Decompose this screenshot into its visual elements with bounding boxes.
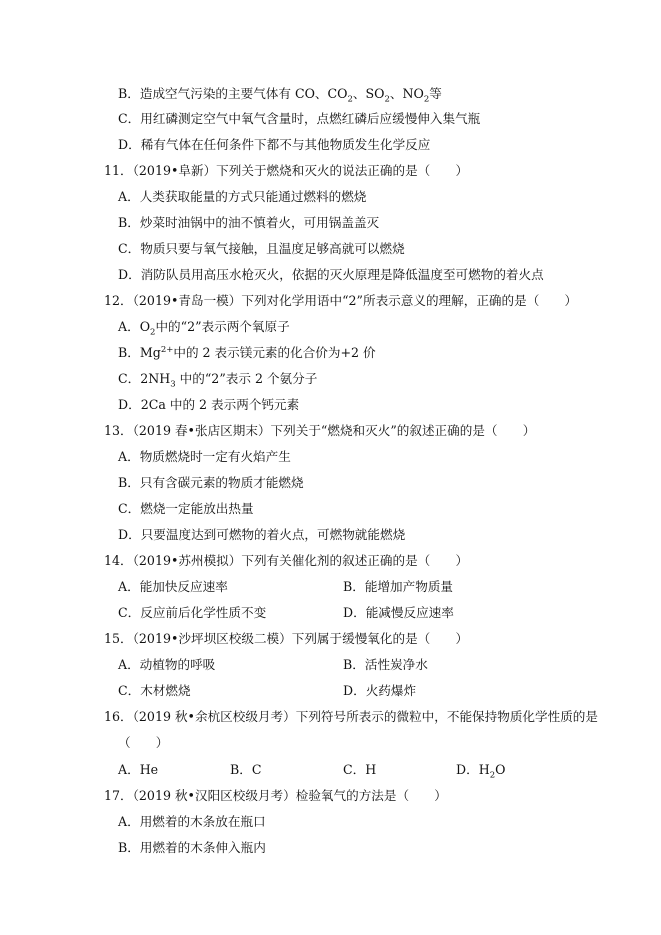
q14-option-c: C．反应前后化学性质不变 [118, 605, 267, 620]
q15-stem: 15．（2019•沙坪坝区校级二模）下列属于缓慢氧化的是（ ） [104, 631, 469, 646]
q13-option-c: C．燃烧一定能放出热量 [118, 501, 254, 516]
q13-option-b: B．只有含碳元素的物质才能燃烧 [118, 475, 304, 490]
q15-option-a: A．动植物的呼吸 [118, 657, 216, 672]
q17-stem: 17．（2019 秋•汉阳区校级月考）检验氧气的方法是（ ） [104, 788, 447, 803]
q11-option-d: D．消防队员用高压水枪灭火，依据的灭火原理是降低温度至可燃物的着火点 [118, 267, 544, 282]
q15-option-c: C．木材燃烧 [118, 683, 191, 698]
q12-stem: 12．（2019•青岛一模）下列对化学用语中“2”所表示意义的理解，正确的是（ ） [104, 293, 578, 308]
q11-option-a: A．人类获取能量的方式只能通过燃料的燃烧 [118, 189, 367, 204]
q12-option-d: D．2Ca 中的 2 表示两个钙元素 [118, 397, 300, 412]
q12-option-c: C．$2NH_3$ 中的“2”表示 2 个氨分子 [118, 371, 318, 390]
q14-stem: 14．（2019•苏州模拟）下列有关催化剂的叙述正确的是（ ） [104, 553, 469, 568]
q13-stem: 13．（2019 春•张店区期末）下列关于“燃烧和灭火”的叙述正确的是（ ） [104, 423, 536, 438]
q16-stem: 16．（2019 秋•余杭区校级月考）下列符号所表示的微粒中，不能保持物质化学性质的是 [104, 709, 598, 724]
q12-option-b: B．$Mg^{2+}$中的 2 表示镁元素的化合价为+2 价 [118, 344, 376, 360]
q16-stem-bracket: （ ） [118, 735, 169, 750]
q13-option-a: A．物质燃烧时一定有火焰产生 [118, 449, 291, 464]
q17-option-a: A．用燃着的木条放在瓶口 [118, 814, 266, 829]
q16-option-a: A．He [118, 762, 159, 777]
q10-option-b: B．造成空气污染的主要气体有 CO、$CO_2$、$SO_2$、$NO_2$等 [118, 86, 442, 105]
q12-option-a: A．$O_2$中的“2”表示两个氧原子 [118, 319, 290, 338]
q10-option-d: D．稀有气体在任何条件下都不与其他物质发生化学反应 [118, 137, 431, 152]
q11-option-b: B．炒菜时油锅中的油不慎着火，可用锅盖盖灭 [118, 215, 380, 230]
q10-option-c: C．用红磷测定空气中氧气含量时，点燃红磷后应缓慢伸入集气瓶 [118, 111, 481, 126]
q13-option-d: D．只要温度达到可燃物的着火点，可燃物就能燃烧 [118, 527, 406, 542]
q17-option-b: B．用燃着的木条伸入瓶内 [118, 840, 266, 855]
q16-option-c: C．H [343, 762, 377, 777]
q15-option-d: D．火药爆炸 [343, 683, 417, 698]
q11-stem: 11．（2019•阜新）下列关于燃烧和灭火的说法正确的是（ ） [104, 163, 469, 178]
q14-option-a: A．能加快反应速率 [118, 579, 228, 594]
q11-option-c: C．物质只要与氧气接触，且温度足够高就可以燃烧 [118, 241, 405, 256]
q16-option-b: B．C [230, 762, 262, 777]
q15-option-b: B．活性炭净水 [343, 657, 428, 672]
q14-option-b: B．能增加产物质量 [343, 579, 454, 594]
q16-option-d: D．$H_2O$ [456, 762, 506, 781]
q14-option-d: D．能减慢反应速率 [343, 605, 454, 620]
